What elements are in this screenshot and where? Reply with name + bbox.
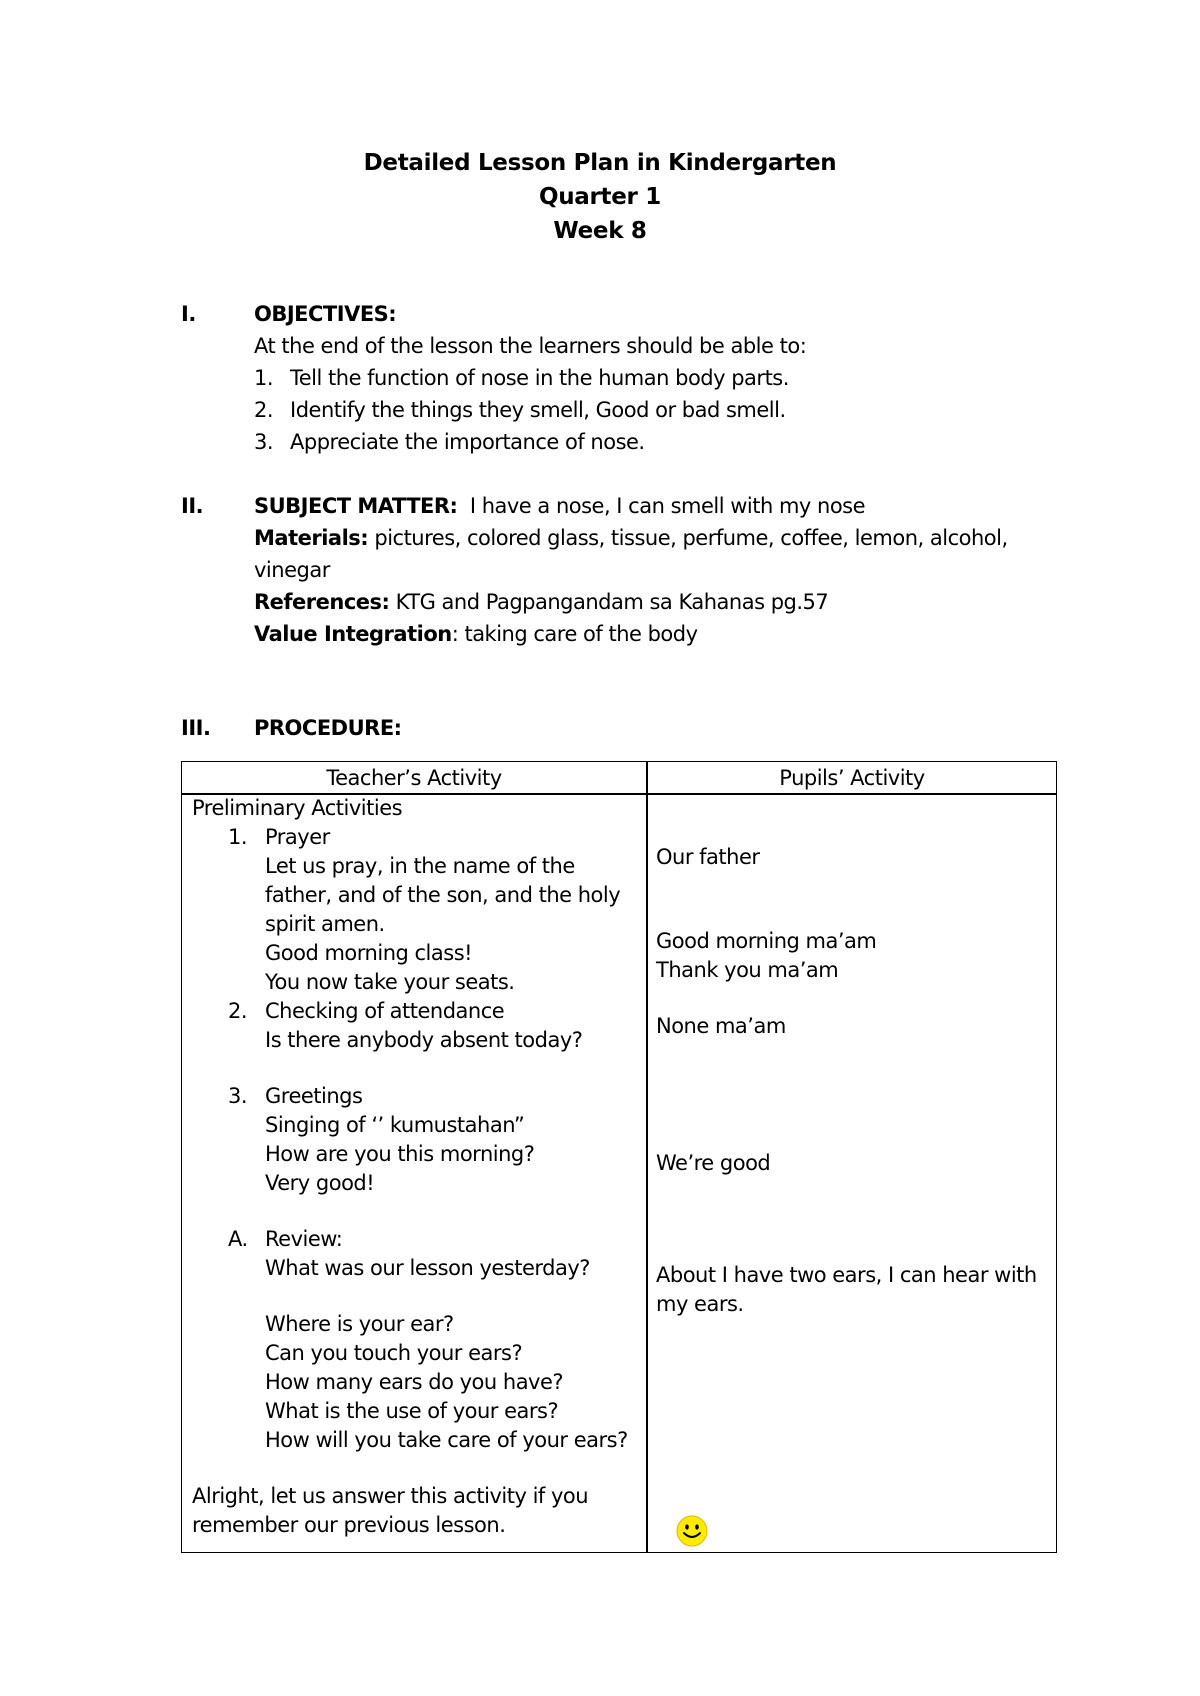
pupil-response: We’re good bbox=[656, 1151, 771, 1175]
teacher-line: Singing of ‘’ kumustahan” bbox=[265, 1113, 525, 1137]
teacher-line: Alright, let us answer this activity if you bbox=[192, 1484, 589, 1508]
references-line bbox=[254, 590, 828, 614]
value-integration-label: Value Integration bbox=[254, 622, 452, 646]
objective-number: 2. bbox=[254, 398, 274, 422]
pupils-activity-header: Pupils’ Activity bbox=[779, 766, 925, 790]
pupil-response: Our father bbox=[656, 845, 760, 869]
objectives-heading: OBJECTIVES: bbox=[254, 302, 397, 326]
objective-number: 1. bbox=[254, 366, 274, 390]
materials-text: pictures, colored glass, tissue, perfume, coffee, lemon, alcohol, bbox=[374, 526, 1008, 550]
procedure-table bbox=[181, 761, 1057, 1553]
subject-matter-numeral: II. bbox=[181, 494, 204, 518]
value-integration-text: : taking care of the body bbox=[451, 622, 698, 646]
attendance-label: Checking of attendance bbox=[265, 999, 505, 1023]
teacher-line: Can you touch your ears? bbox=[265, 1341, 523, 1365]
teacher-line: What was our lesson yesterday? bbox=[265, 1256, 590, 1280]
document-title: Detailed Lesson Plan in Kindergarten bbox=[363, 150, 837, 176]
objective-item: Identify the things they smell, Good or bad smell. bbox=[290, 398, 786, 422]
week-label: Week 8 bbox=[553, 218, 647, 244]
references-text: KTG and Pagpangandam sa Kahanas pg.57 bbox=[395, 590, 829, 614]
materials-line bbox=[254, 526, 1008, 550]
objectives-numeral: I. bbox=[181, 302, 196, 326]
header-divider bbox=[182, 793, 1056, 795]
teacher-line: You now take your seats. bbox=[265, 970, 515, 994]
list-number: 2. bbox=[228, 999, 248, 1023]
subject-matter-line bbox=[254, 494, 865, 518]
prayer-label: Prayer bbox=[265, 825, 330, 849]
subject-matter-topic: I have a nose, I can smell with my nose bbox=[469, 494, 866, 518]
pupil-response: Good morning ma’am bbox=[656, 929, 877, 953]
procedure-numeral: III. bbox=[181, 716, 211, 740]
procedure-heading: PROCEDURE: bbox=[254, 716, 402, 740]
list-number: 1. bbox=[228, 825, 248, 849]
teacher-line: Very good! bbox=[265, 1171, 375, 1195]
teacher-line: Let us pray, in the name of the bbox=[265, 854, 575, 878]
quarter-label: Quarter 1 bbox=[538, 184, 662, 210]
teacher-line: spirit amen. bbox=[265, 912, 385, 936]
references-label: References: bbox=[254, 590, 390, 614]
review-label: Review: bbox=[265, 1227, 343, 1251]
objective-item: Appreciate the importance of nose. bbox=[290, 430, 645, 454]
list-number: 3. bbox=[228, 1084, 248, 1108]
materials-continued: vinegar bbox=[254, 558, 330, 582]
smiley-face-icon bbox=[675, 1514, 709, 1548]
pupil-response: Thank you ma’am bbox=[656, 958, 839, 982]
greetings-label: Greetings bbox=[265, 1084, 363, 1108]
preliminary-activities: Preliminary Activities bbox=[192, 796, 403, 820]
pupil-response: my ears. bbox=[656, 1292, 744, 1316]
teacher-line: father, and of the son, and the holy bbox=[265, 883, 621, 907]
pupil-response: None ma’am bbox=[656, 1014, 786, 1038]
teacher-line: remember our previous lesson. bbox=[192, 1513, 506, 1537]
materials-label: Materials: bbox=[254, 526, 369, 550]
objective-number: 3. bbox=[254, 430, 274, 454]
teacher-line: How many ears do you have? bbox=[265, 1370, 564, 1394]
objectives-intro: At the end of the lesson the learners should be able to: bbox=[254, 334, 807, 358]
value-integration-line bbox=[254, 622, 698, 646]
teacher-activity-header: Teacher’s Activity bbox=[326, 766, 502, 790]
teacher-line: Good morning class! bbox=[265, 941, 473, 965]
objective-item: Tell the function of nose in the human body parts. bbox=[290, 366, 789, 390]
pupil-response: About I have two ears, I can hear with bbox=[656, 1263, 1037, 1287]
teacher-line: What is the use of your ears? bbox=[265, 1399, 559, 1423]
column-divider bbox=[646, 762, 648, 1552]
teacher-line: How will you take care of your ears? bbox=[265, 1428, 628, 1452]
subject-matter-heading: SUBJECT MATTER: bbox=[254, 494, 458, 518]
list-letter: A. bbox=[228, 1227, 248, 1251]
teacher-line: How are you this morning? bbox=[265, 1142, 535, 1166]
teacher-line: Is there anybody absent today? bbox=[265, 1028, 583, 1052]
teacher-line: Where is your ear? bbox=[265, 1312, 454, 1336]
